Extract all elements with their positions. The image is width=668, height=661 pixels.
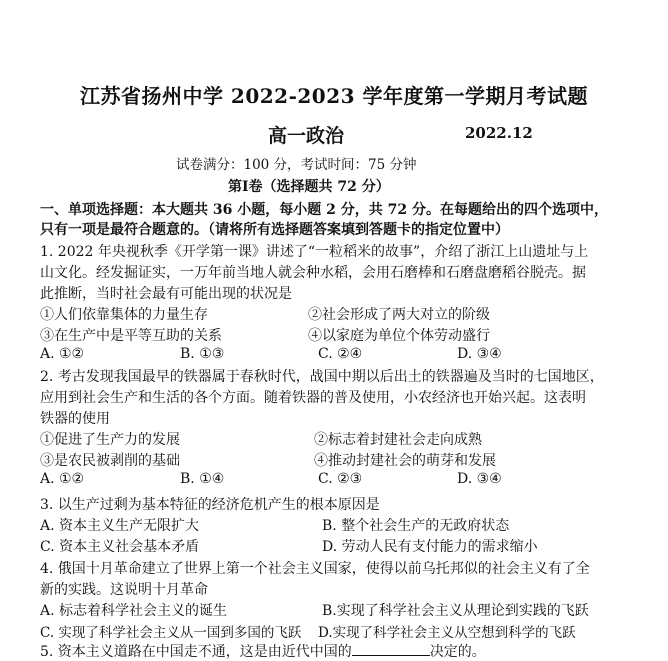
subject-heading: 高一政治 xyxy=(268,125,345,147)
answer-option: D.实现了科学社会主义从空想到科学的飞跃 xyxy=(318,625,576,641)
answer-option: A. 资本主义生产无限扩大 xyxy=(40,518,200,534)
statement: ①促进了生产力的发展 xyxy=(40,432,180,448)
section-title: 第Ⅰ卷（选择题共 72 分） xyxy=(228,179,390,195)
instructions-line: 一、单项选择题：本大题共 36 小题，每小题 2 分，共 72 分。在每题给出的四个选项中， xyxy=(40,202,608,218)
answer-option: A. ①② xyxy=(40,346,85,362)
question-stem: 新的实践。这说明十月革命 xyxy=(40,582,208,598)
answer-option: A. ①② xyxy=(40,471,85,487)
question-stem: 1. 2022 年央视秋季《开学第一课》讲述了“一粒稻米的故事”，介绍了浙江上山遗址与上 xyxy=(40,244,589,260)
question-stem-text: 5. 资本主义道路在中国走不通，这是由近代中国的 xyxy=(40,644,352,660)
answer-option: C. 实现了科学社会主义从一国到多国的飞跃 xyxy=(40,625,302,641)
question-stem: 山文化。经发掘证实，一万年前当地人就会种水稻，会用石磨棒和石磨盘磨稻谷脱壳。据 xyxy=(40,265,586,281)
exam-title: 江苏省扬州中学 2022-2023 学年度第一学期月考试题 xyxy=(79,84,589,108)
question-stem: 铁器的使用 xyxy=(40,411,110,427)
answer-blank xyxy=(352,643,430,656)
question-stem-text: 决定的。 xyxy=(429,644,486,660)
exam-date: 2022.12 xyxy=(465,124,533,142)
answer-option: C. 资本主义社会基本矛盾 xyxy=(40,539,200,555)
answer-option: A. 标志着科学社会主义的诞生 xyxy=(40,603,228,619)
answer-option: B. ①③ xyxy=(180,346,225,362)
question-stem xyxy=(40,641,486,661)
exam-meta: 试卷满分：100 分，考试时间：75 分钟 xyxy=(176,157,417,173)
answer-option: D. ③④ xyxy=(457,346,502,362)
answer-option: C. ②④ xyxy=(318,346,363,362)
statement: ③在生产中是平等互助的关系 xyxy=(40,328,222,344)
statement: ①人们依靠集体的力量生存 xyxy=(40,307,208,323)
question-stem: 3. 以生产过剩为基本特征的经济危机产生的根本原因是 xyxy=(40,497,380,513)
answer-option: B. 整个社会生产的无政府状态 xyxy=(322,518,510,534)
answer-option: D. ③④ xyxy=(457,471,502,487)
statement: ④以家庭为单位个体劳动盛行 xyxy=(308,328,490,344)
question-stem: 4. 俄国十月革命建立了世界上第一个社会主义国家，使得以前乌托邦似的社会主义有了全 xyxy=(40,561,590,577)
question-stem: 此推断，当时社会最有可能出现的状况是 xyxy=(40,286,292,302)
statement: ②标志着封建社会走向成熟 xyxy=(314,432,482,448)
answer-option: B. ①④ xyxy=(180,471,225,487)
answer-option: C. ②③ xyxy=(318,471,363,487)
statement: ④推动封建社会的萌芽和发展 xyxy=(314,453,496,469)
instructions-line: 只有一项是最符合题意的。（请将所有选择题答案填到答题卡的指定位置中） xyxy=(40,222,509,238)
question-stem: 2. 考古发现我国最早的铁器属于春秋时代，战国中期以后出土的铁器遍及当时的七国地区， xyxy=(40,369,604,385)
statement: ③是农民被剥削的基础 xyxy=(40,453,180,469)
statement: ②社会形成了两大对立的阶级 xyxy=(308,307,490,323)
answer-option: D. 劳动人民有支付能力的需求缩小 xyxy=(322,539,538,555)
answer-option: B.实现了科学社会主义从理论到实践的飞跃 xyxy=(322,603,589,619)
question-stem: 应用到社会生产和生活的各个方面。随着铁器的普及使用，小农经济也开始兴起。这表明 xyxy=(40,390,586,406)
